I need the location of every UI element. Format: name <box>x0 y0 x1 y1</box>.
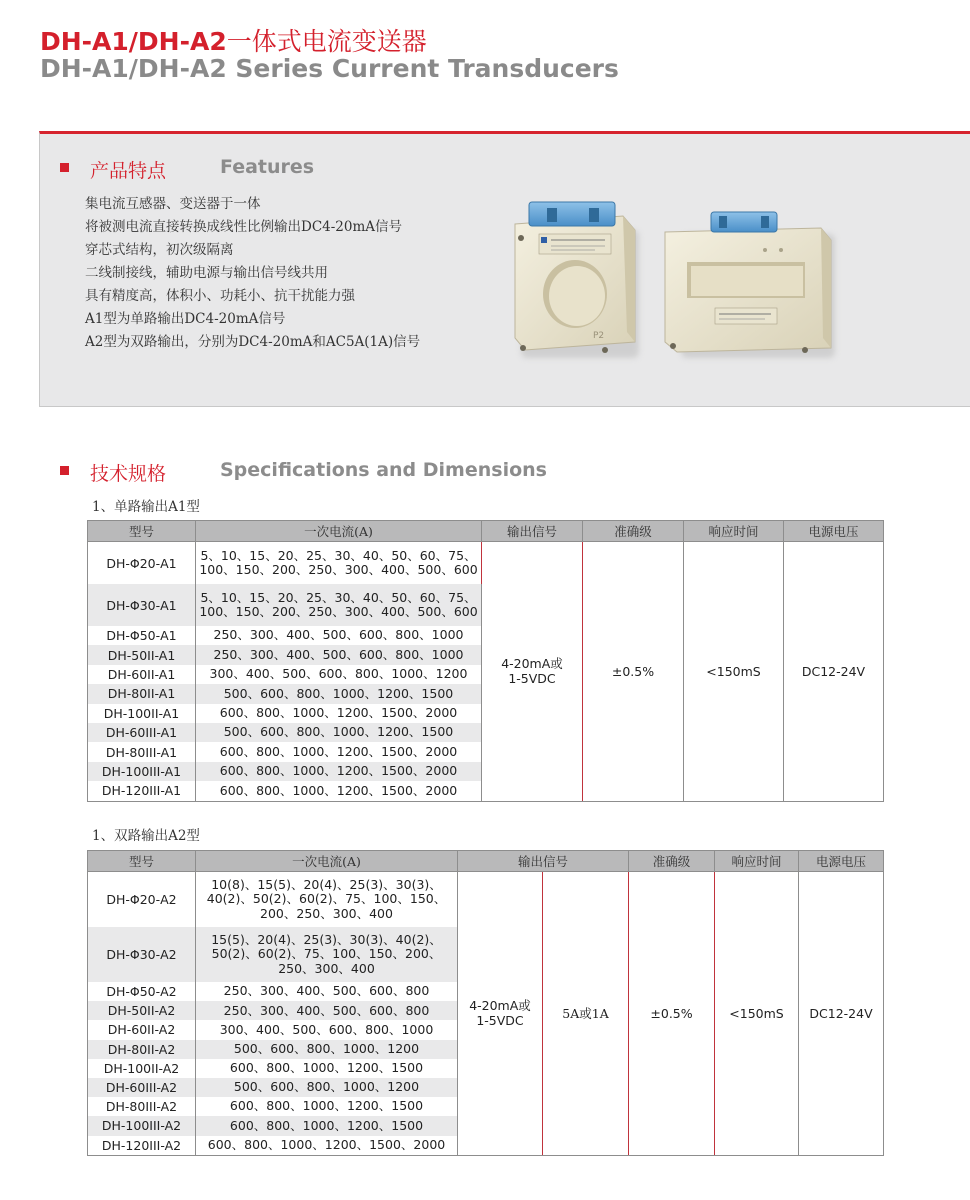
column-header: 输出信号 <box>458 851 629 872</box>
column-header: 输出信号 <box>482 521 583 542</box>
model-cell: DH-100III-A1 <box>88 762 196 781</box>
model-cell: DH-60II-A2 <box>88 1020 196 1039</box>
accuracy-cell: ±0.5% <box>583 542 684 802</box>
table-a2 <box>87 850 884 1156</box>
current-cell <box>196 1078 458 1097</box>
column-header: 准确级 <box>629 851 715 872</box>
current-cell <box>196 781 482 801</box>
column-header: 型号 <box>88 521 196 542</box>
column-header: 电源电压 <box>784 521 884 542</box>
column-header: 型号 <box>88 851 196 872</box>
cell-text: 50(2)、60(2)、75、100、150、200、 <box>211 946 442 962</box>
current-cell <box>196 1059 458 1078</box>
model-cell: DH-Φ30-A1 <box>88 584 196 626</box>
model-cell: DH-80II-A1 <box>88 684 196 703</box>
feature-item: A2型为双路输出，分别为DC4-20mA和AC5A(1A)信号 <box>85 334 421 350</box>
cell-text: 5、10、15、20、25、30、40、50、60、75、 <box>200 547 477 563</box>
model-cell: DH-80III-A2 <box>88 1097 196 1116</box>
cell-text: 600、800、1000、1200、1500、2000 <box>207 1136 446 1152</box>
cell-text: 300、400、500、600、800、1000 <box>219 1021 434 1037</box>
cell-text: 600、800、1000、1200、1500、2000 <box>219 763 458 779</box>
cell-text: 250、300、400、500、600、800、1000 <box>213 627 464 643</box>
model-cell: DH-100II-A2 <box>88 1059 196 1078</box>
cell-text: 600、800、1000、1200、1500、2000 <box>219 705 458 720</box>
cell-text: 10(8)、15(5)、20(4)、25(3)、30(3)、 <box>211 876 442 892</box>
model-cell: DH-50II-A2 <box>88 1001 196 1020</box>
current-cell <box>196 584 482 626</box>
response-time-cell: <150mS <box>684 542 784 802</box>
cell-text: 250、300、400、500、600、800 <box>223 983 430 999</box>
model-cell: DH-50II-A1 <box>88 645 196 664</box>
features-heading-en: Features <box>220 156 315 178</box>
title-cn: 一体式电流变送器 <box>226 27 427 56</box>
current-cell <box>196 1020 458 1039</box>
current-cell <box>196 762 482 781</box>
cell-text: 1-5VDC <box>476 1013 524 1029</box>
column-header: 一次电流(A) <box>196 521 482 542</box>
table-a2-subtitle: 1、双路输出A2型 <box>92 828 200 844</box>
cell-text: 250、300、400 <box>278 960 375 976</box>
model-cell: DH-80II-A2 <box>88 1040 196 1059</box>
power-supply-cell: DC12-24V <box>784 542 884 802</box>
current-cell <box>196 723 482 742</box>
current-cell <box>196 742 482 761</box>
cell-text: 200、250、300、400 <box>260 905 393 921</box>
specs-heading-en: Specifications and Dimensions <box>220 459 547 481</box>
table-a1-subtitle: 1、单路输出A1型 <box>92 499 200 515</box>
model-cell: DH-60III-A2 <box>88 1078 196 1097</box>
current-cell <box>196 1136 458 1156</box>
page-title <box>40 22 427 58</box>
cell-text: 4-20mA或 <box>469 998 531 1014</box>
current-cell <box>196 872 458 928</box>
current-cell <box>196 665 482 684</box>
model-cell: DH-Φ20-A2 <box>88 872 196 928</box>
column-header: 准确级 <box>583 521 684 542</box>
power-supply-cell: DC12-24V <box>799 872 884 1156</box>
current-cell <box>196 982 458 1001</box>
model-cell: DH-120III-A2 <box>88 1136 196 1156</box>
model-cell: DH-80III-A1 <box>88 742 196 761</box>
cell-text: 5、10、15、20、25、30、40、50、60、75、 <box>200 589 477 605</box>
table-header-row <box>88 521 884 542</box>
cell-text: 600、800、1000、1200、1500、2000 <box>219 782 458 798</box>
column-header: 响应时间 <box>715 851 799 872</box>
current-cell <box>196 1097 458 1116</box>
model-cell: DH-120III-A1 <box>88 781 196 801</box>
p2-label: P2 <box>593 331 605 341</box>
cell-text: 250、300、400、500、600、800、1000 <box>213 646 464 662</box>
cell-text: 4-20mA或 <box>501 656 563 672</box>
feature-item: 集电流互感器、变送器于一体 <box>85 196 261 212</box>
column-header: 一次电流(A) <box>196 851 458 872</box>
current-cell <box>196 626 482 645</box>
model-cell: DH-Φ30-A2 <box>88 927 196 982</box>
title-model: DH-A1/DH-A2 <box>40 27 227 56</box>
cell-text: 100、150、200、250、300、400、500、600 <box>199 562 478 577</box>
features-list <box>85 193 420 354</box>
column-header: 响应时间 <box>684 521 784 542</box>
table-row <box>88 872 884 928</box>
specs-heading-cn: 技术规格 <box>90 463 167 485</box>
cell-text: 250、300、400、500、600、800 <box>223 1002 430 1018</box>
feature-item: 具有精度高，体积小、功耗小、抗干扰能力强 <box>85 288 355 304</box>
output-signal-ac-cell: 5A或1A <box>543 872 629 1156</box>
table-a1 <box>87 520 884 802</box>
table-header-row <box>88 851 884 872</box>
cell-text: 40(2)、50(2)、60(2)、75、100、150、 <box>206 891 447 907</box>
response-time-cell: <150mS <box>715 872 799 1156</box>
page-subtitle: DH-A1/DH-A2 Series Current Transducers <box>40 54 619 83</box>
current-cell <box>196 927 458 982</box>
cell-text: 300、400、500、600、800、1000、1200 <box>209 666 468 682</box>
cell-text: 600、800、1000、1200、1500 <box>229 1117 424 1133</box>
cell-text: 15(5)、20(4)、25(3)、30(3)、40(2)、 <box>211 931 442 947</box>
product-photo <box>505 190 845 370</box>
bullet-square-icon <box>60 466 69 475</box>
cell-text: 1-5VDC <box>508 671 556 687</box>
output-signal-cell <box>482 542 583 802</box>
model-cell: DH-100II-A1 <box>88 704 196 723</box>
current-cell <box>196 684 482 703</box>
cell-text: 600、800、1000、1200、1500、2000 <box>219 743 458 759</box>
current-cell <box>196 645 482 664</box>
current-cell <box>196 1116 458 1135</box>
model-cell: DH-Φ50-A2 <box>88 982 196 1001</box>
cell-text: 500、600、800、1000、1200 <box>233 1079 420 1095</box>
feature-item: 穿芯式结构，初次级隔离 <box>85 242 234 258</box>
cell-text: 500、600、800、1000、1200、1500 <box>223 685 454 701</box>
current-cell <box>196 1001 458 1020</box>
model-cell: DH-Φ50-A1 <box>88 626 196 645</box>
current-cell <box>196 1040 458 1059</box>
model-cell: DH-100III-A2 <box>88 1116 196 1135</box>
cell-text: 500、600、800、1000、1200、1500 <box>223 724 454 740</box>
current-cell <box>196 542 482 585</box>
feature-item: 将被测电流直接转换成线性比例输出DC4-20mA信号 <box>85 219 403 235</box>
bullet-square-icon <box>60 163 69 172</box>
column-header: 电源电压 <box>799 851 884 872</box>
table-row <box>88 542 884 585</box>
cell-text: 500、600、800、1000、1200 <box>233 1040 420 1056</box>
model-cell: DH-Φ20-A1 <box>88 542 196 585</box>
features-heading-cn: 产品特点 <box>90 160 167 182</box>
model-cell: DH-60II-A1 <box>88 665 196 684</box>
output-signal-dc-cell <box>458 872 543 1156</box>
model-cell: DH-60III-A1 <box>88 723 196 742</box>
feature-item: A1型为单路输出DC4-20mA信号 <box>85 311 286 327</box>
cell-text: 600、800、1000、1200、1500 <box>229 1060 424 1076</box>
cell-text: 100、150、200、250、300、400、500、600 <box>199 604 478 619</box>
cell-text: 600、800、1000、1200、1500 <box>229 1098 424 1114</box>
accuracy-cell: ±0.5% <box>629 872 715 1156</box>
feature-item: 二线制接线，辅助电源与输出信号线共用 <box>85 265 328 281</box>
current-cell <box>196 704 482 723</box>
